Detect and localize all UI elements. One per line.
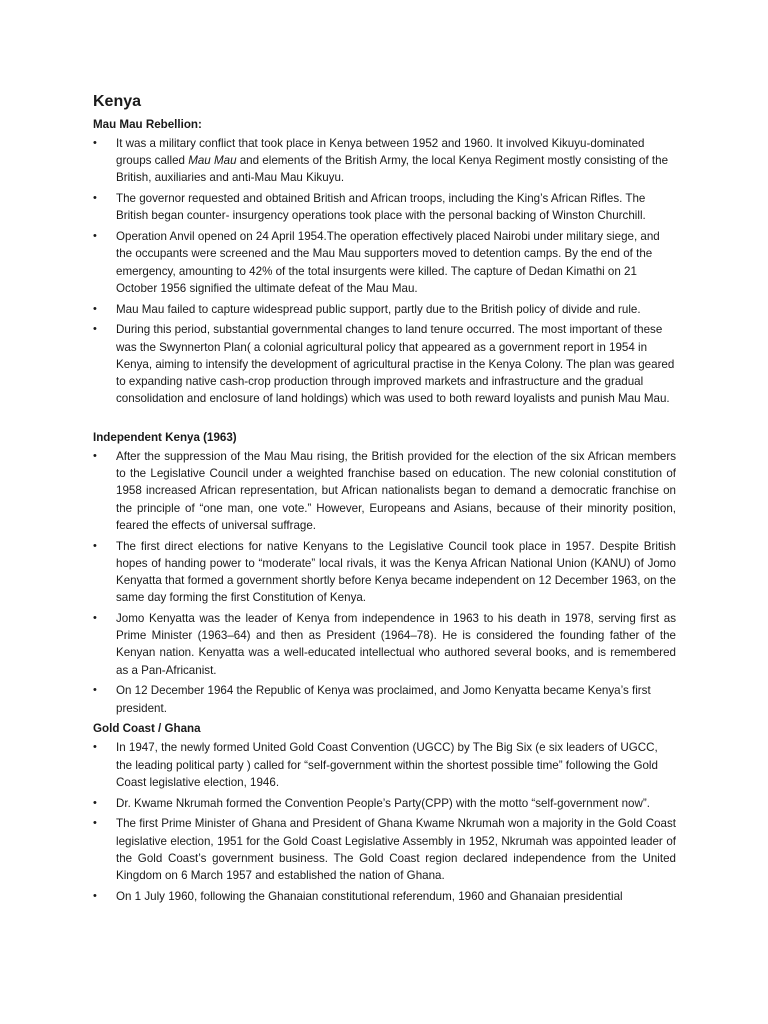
section-spacer: [93, 411, 676, 429]
bullet-list: [93, 448, 676, 717]
bullet-icon: •: [93, 450, 97, 463]
list-item: • On 12 December 1964 the Republic of Kenya was proclaimed, and Jomo Kenyatta became Kenya’s first president.: [93, 684, 651, 715]
bullet-icon: •: [93, 230, 97, 243]
bullet-icon: •: [93, 796, 97, 809]
section-independent-kenya: [93, 429, 676, 717]
list-item: • Dr. Kwame Nkrumah formed the Convention People’s Party(CPP) with the motto “self-government now”.: [93, 795, 676, 812]
list-item: • On 1 July 1960, following the Ghanaian constitutional referendum, 1960 and Ghanaian presidential: [93, 888, 676, 905]
list-item: • The governor requested and obtained British and African troops, including the King’s African Rifles. The British began counter- insurgency operations took place with the personal backing of Winston Churchill.: [93, 192, 646, 223]
bullet-list: [93, 739, 676, 905]
bullet-icon: •: [93, 684, 97, 697]
list-item: • During this period, substantial governmental changes to land tenure occurred. The most important of these was the Swynnerton Plan( a colonial agricultural policy that appeared as a government report in 1954 in Kenya, aiming to intensify the development of agricultural practise in the Kenya Colony. The plan was geared to expanding native cash-crop production through improved markets and infrastructure and the gradual consolidation and enclosure of land holdings) which was used to both reward loyalists and punish Mau Mau.: [93, 323, 675, 406]
section-heading: Gold Coast / Ghana: [93, 722, 201, 736]
bullet-icon: •: [93, 889, 97, 902]
list-item: • Jomo Kenyatta was the leader of Kenya from independence in 1963 to his death in 1978, serving first as Prime Minister (1963–64) and then as President (1964–78). He is considered the founding father of the Kenyan nation. Kenyatta was a well-educated intellectual who authored several books, and is remembered as a Pan-Africanist.: [93, 612, 676, 677]
section-mau-mau-rebellion: [93, 116, 676, 407]
bullet-icon: •: [93, 612, 97, 625]
list-item: • The first Prime Minister of Ghana and President of Ghana Kwame Nkrumah won a majority in the Gold Coast legislative election, 1951 for the Gold Coast Legislative Assembly in 1952, Nkrumah was appointed leader of the Gold Coast’s government business. The Gold Coast region declared independence from the United Kingdom on 6 March 1957 and established the nation of Ghana.: [93, 817, 676, 883]
bullet-icon: •: [93, 137, 97, 149]
bullet-icon: •: [93, 741, 97, 754]
bullet-icon: •: [93, 323, 97, 336]
section-gold-coast-ghana: [93, 720, 676, 905]
bullet-icon: •: [93, 302, 97, 315]
list-item: • It was a military conflict that took place in Kenya between 1952 and 1960. It involved Kikuyu-dominated groups called Mau Mau and elements of the British Army, the local Kenya Regiment mostly consisting of the British, auxiliaries and anti-Mau Mau Kikuyu.: [93, 137, 669, 185]
bullet-icon: •: [93, 192, 97, 205]
section-heading: Mau Mau Rebellion:: [93, 118, 202, 131]
bullet-icon: •: [93, 539, 97, 552]
bullet-list: [93, 135, 676, 407]
list-item: • The first direct elections for native Kenyans to the Legislative Council took place in 1957. Despite British hopes of handing power to “moderate” local rivals, it was the Kenya African National Union (KANU) of Jomo Kenyatta that formed a government shortly before Kenya became independent on 12 December 1963, on the same day forming the first Constitution of Kenya.: [93, 539, 676, 605]
document-body: [93, 92, 676, 909]
list-item: • Mau Mau failed to capture widespread public support, partly due to the British policy of divide and rule.: [93, 301, 676, 318]
list-item: • Operation Anvil opened on 24 April 1954.The operation effectively placed Nairobi under military siege, and the occupants were screened and the Mau Mau supporters moved to detention camps. By the end of the emergency, amounting to 42% of the total insurgents were killed. The capture of Dedan Kimathi on 21 October 1956 signified the ultimate defeat of the Mau Mau.: [93, 230, 660, 295]
list-item: • In 1947, the newly formed United Gold Coast Convention (UGCC) by The Big Six (e six leaders of UGCC, the leading political party ) called for “self-government within the shortest possible time” following the Gold Coast legislative election, 1946.: [93, 741, 658, 789]
section-heading: Independent Kenya (1963): [93, 431, 237, 445]
bullet-icon: •: [93, 817, 97, 830]
list-item: • After the suppression of the Mau Mau rising, the British provided for the election of the six African members to the Legislative Council under a weighted franchise based on education. The new colonial constitution of 1958 increased African representation, but African nationalists began to demand a democratic franchise on the principle of “one man, one vote.” However, Europeans and Asians, because of their minority position, feared the effects of universal suffrage.: [93, 450, 676, 532]
page-title: Kenya: [93, 93, 142, 110]
